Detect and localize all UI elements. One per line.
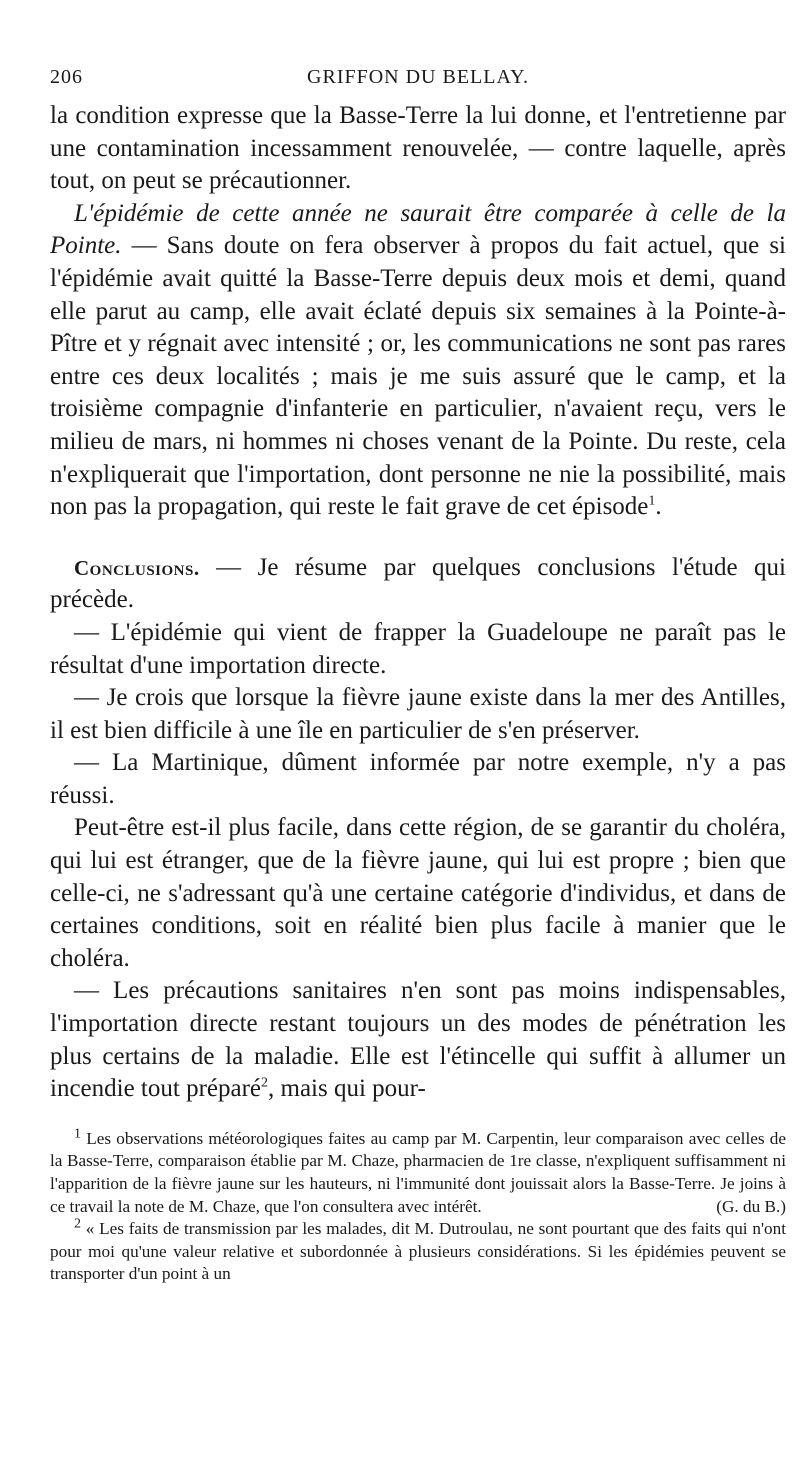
page-number: 206 bbox=[50, 66, 83, 88]
paragraph-text: — La Martinique, dûment informée par notre exemple, n'y a pas réussi. bbox=[50, 749, 786, 809]
running-title: GRIFFON DU BELLAY. bbox=[307, 66, 529, 88]
footnote-reference-2[interactable]: 2 bbox=[261, 1075, 269, 1091]
footnotes bbox=[50, 1128, 786, 1286]
paragraph-end: . bbox=[655, 493, 662, 521]
paragraph-text: — L'épidémie qui vient de frapper la Guadeloupe ne paraît pas le résultat d'une importation directe. bbox=[50, 618, 786, 679]
footnote-author-tag: (G. du B.) bbox=[716, 1196, 786, 1216]
paragraph-conclusion-1 bbox=[50, 617, 786, 682]
paragraph-text: — Sans doute on fera observer à propos du fait actuel, que si l'épidémie avait quitté la Basse-Terre depuis deux mois et demi, quand elle parut au camp, elle avait éclaté depuis six semaines à la Pointe-à-Pître et y régnait avec intensité ; or, les communications ne sont pas rares entre ces deux localités ; mais je me suis assuré que le camp, et la troisième compagnie d'infanterie en particulier, n'avaient reçu, vers le milieu de mars, ni hommes ni choses venant de la Pointe. Du reste, cela n'expliquerait que l'importation, dont personne ne nie la possibilité, mais non pas la propagation, qui reste le fait grave de cet épisode bbox=[50, 232, 786, 521]
paragraph-epidemic-comparison bbox=[50, 198, 786, 524]
paragraph-continuation bbox=[50, 100, 786, 198]
run-in-heading: L'épidémie de cette année ne saurait être comparée à celle de la Pointe. bbox=[50, 199, 786, 260]
paragraph-cholera bbox=[50, 812, 786, 975]
footnote-marker-2: 2 bbox=[74, 1216, 81, 1232]
paragraph-conclusions bbox=[50, 552, 786, 617]
footnote-2 bbox=[50, 1218, 786, 1286]
footnote-marker-1: 1 bbox=[74, 1126, 81, 1142]
book-page bbox=[50, 66, 786, 1286]
running-head bbox=[50, 66, 786, 100]
paragraph-sanitary-precautions bbox=[50, 975, 786, 1105]
paragraph-text: — Je crois que lorsque la fièvre jaune existe dans la mer des Antilles, il est bien difficile à une île en particulier de s'en préserver. bbox=[50, 684, 786, 744]
paragraph-text: — Je résume par quelques conclusions l'étude qui précède. bbox=[50, 553, 786, 614]
paragraph-end: , mais qui pour- bbox=[268, 1075, 426, 1103]
section-heading-conclusions: Conclusions. bbox=[74, 555, 200, 580]
main-text bbox=[50, 100, 786, 1106]
paragraph-conclusion-2 bbox=[50, 682, 786, 747]
paragraph-text: la condition expresse que la Basse-Terre la lui donne, et l'entretienne par une contamination incessamment renouvelée, — contre laquelle, après tout, on peut se précautionner. bbox=[50, 102, 786, 195]
footnote-text: Les observations météorologiques faites au camp par M. Carpentin, leur comparaison avec celles de la Basse-Terre, comparaison établie par M. Chaze, pharmacien de 1re classe, n'expliquent suffisamment ni l'apparition de la fièvre jaune sur les hauteurs, ni l'immunité dont jouissait alors la Basse-Terre. Je joins à ce travail la note de M. Chaze, que l'on consultera avec intérêt. bbox=[50, 1128, 786, 1216]
footnote-reference-1[interactable]: 1 bbox=[648, 493, 656, 509]
paragraph-text: Peut-être est-il plus facile, dans cette région, de se garantir du choléra, qui lui est étranger, que de la fièvre jaune, qui lui est propre ; bien que celle-ci, ne s'adressant qu'à une certaine catégorie d'individus, et dans de certaines conditions, soit en réalité bien plus facile à manier que le choléra. bbox=[50, 814, 786, 972]
footnote-text: « Les faits de transmission par les malades, dit M. Dutroulau, ne sont pourtant que des faits qui n'ont pour moi qu'une valeur relative et subordonnée à plusieurs considérations. Si les épidémies peuvent se transporter d'un point à un bbox=[50, 1219, 786, 1284]
paragraph-conclusion-3 bbox=[50, 747, 786, 812]
paragraph-text: — Les précautions sanitaires n'en sont pas moins indispensables, l'importation directe restant toujours un des modes de pénétration les plus certains de la maladie. Elle est l'étincelle qui suffit à allumer un incendie tout préparé bbox=[50, 977, 786, 1103]
footnote-1 bbox=[50, 1128, 786, 1218]
